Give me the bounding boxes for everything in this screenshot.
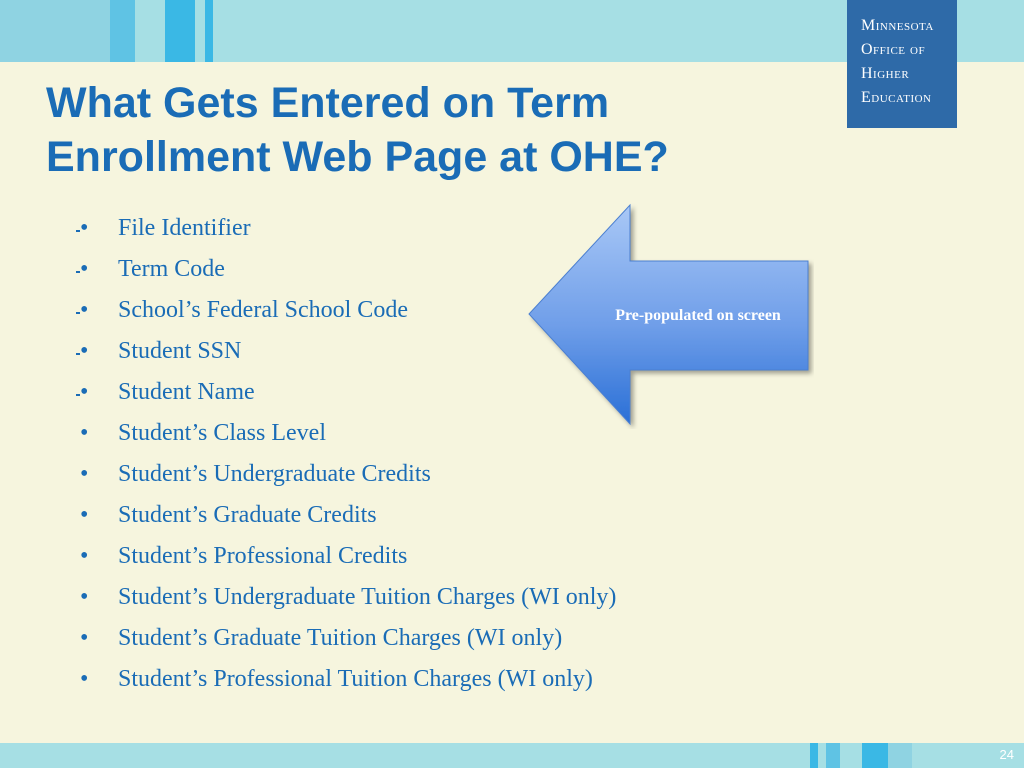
- bullet-dot: •: [80, 461, 89, 487]
- header-stripe: [195, 0, 205, 62]
- ohe-logo: [847, 0, 957, 128]
- logo-line: Office of: [861, 41, 926, 58]
- list-item-text: Student’s Class Level: [118, 420, 326, 446]
- list-item-text: Student Name: [118, 379, 255, 405]
- list-item-text: Student’s Graduate Credits: [118, 502, 377, 528]
- footer-stripe: [826, 743, 840, 768]
- bullet-dot: •: [80, 379, 89, 405]
- header-stripe: [165, 0, 195, 62]
- slide-title: [46, 76, 669, 184]
- slide-title-line: What Gets Entered on Term: [46, 79, 610, 127]
- bullet-dot: •: [80, 666, 89, 692]
- bullet-dot: •: [80, 420, 89, 446]
- strikethrough-line: [76, 394, 80, 396]
- prepopulated-arrow-callout: [527, 203, 814, 429]
- header-stripe: [135, 0, 165, 62]
- slide-title-line: Enrollment Web Page at OHE?: [46, 133, 669, 181]
- bullet-dot: •: [80, 625, 89, 651]
- bullet-dot: •: [80, 584, 89, 610]
- list-item-text: Student’s Undergraduate Credits: [118, 461, 431, 487]
- list-item-text: Student’s Professional Credits: [118, 543, 408, 569]
- callout-label: Pre-populated on screen: [615, 307, 781, 324]
- list-item-text: Student’s Professional Tuition Charges (WI only): [118, 666, 593, 692]
- list-item-text: School’s Federal School Code: [118, 297, 408, 323]
- header-stripe: [110, 0, 135, 62]
- header-stripe: [0, 0, 110, 62]
- page-number: 24: [999, 747, 1014, 762]
- bullet-dot: •: [80, 338, 89, 364]
- footer-stripe: [862, 743, 888, 768]
- list-item-text: Student’s Graduate Tuition Charges (WI only): [118, 625, 563, 651]
- logo-line: Minnesota: [861, 17, 934, 34]
- footer-stripe: [810, 743, 818, 768]
- header-stripe: [205, 0, 213, 62]
- bullet-dot: •: [80, 297, 89, 323]
- logo-line: Education: [861, 89, 932, 106]
- bullet-dot: •: [80, 502, 89, 528]
- list-item-text: Student SSN: [118, 338, 242, 364]
- strikethrough-line: [76, 271, 80, 273]
- strikethrough-line: [76, 353, 80, 355]
- list-item-text: Term Code: [118, 256, 225, 282]
- strikethrough-line: [76, 312, 80, 314]
- logo-line: Higher: [861, 65, 910, 82]
- list-item-text: Student’s Undergraduate Tuition Charges (WI only): [118, 584, 617, 610]
- footer-stripe: [888, 743, 912, 768]
- bullet-dot: •: [80, 543, 89, 569]
- strikethrough-line: [76, 230, 80, 232]
- bullet-dot: •: [80, 256, 89, 282]
- bullet-dot: •: [80, 215, 89, 241]
- list-item-text: File Identifier: [118, 215, 251, 241]
